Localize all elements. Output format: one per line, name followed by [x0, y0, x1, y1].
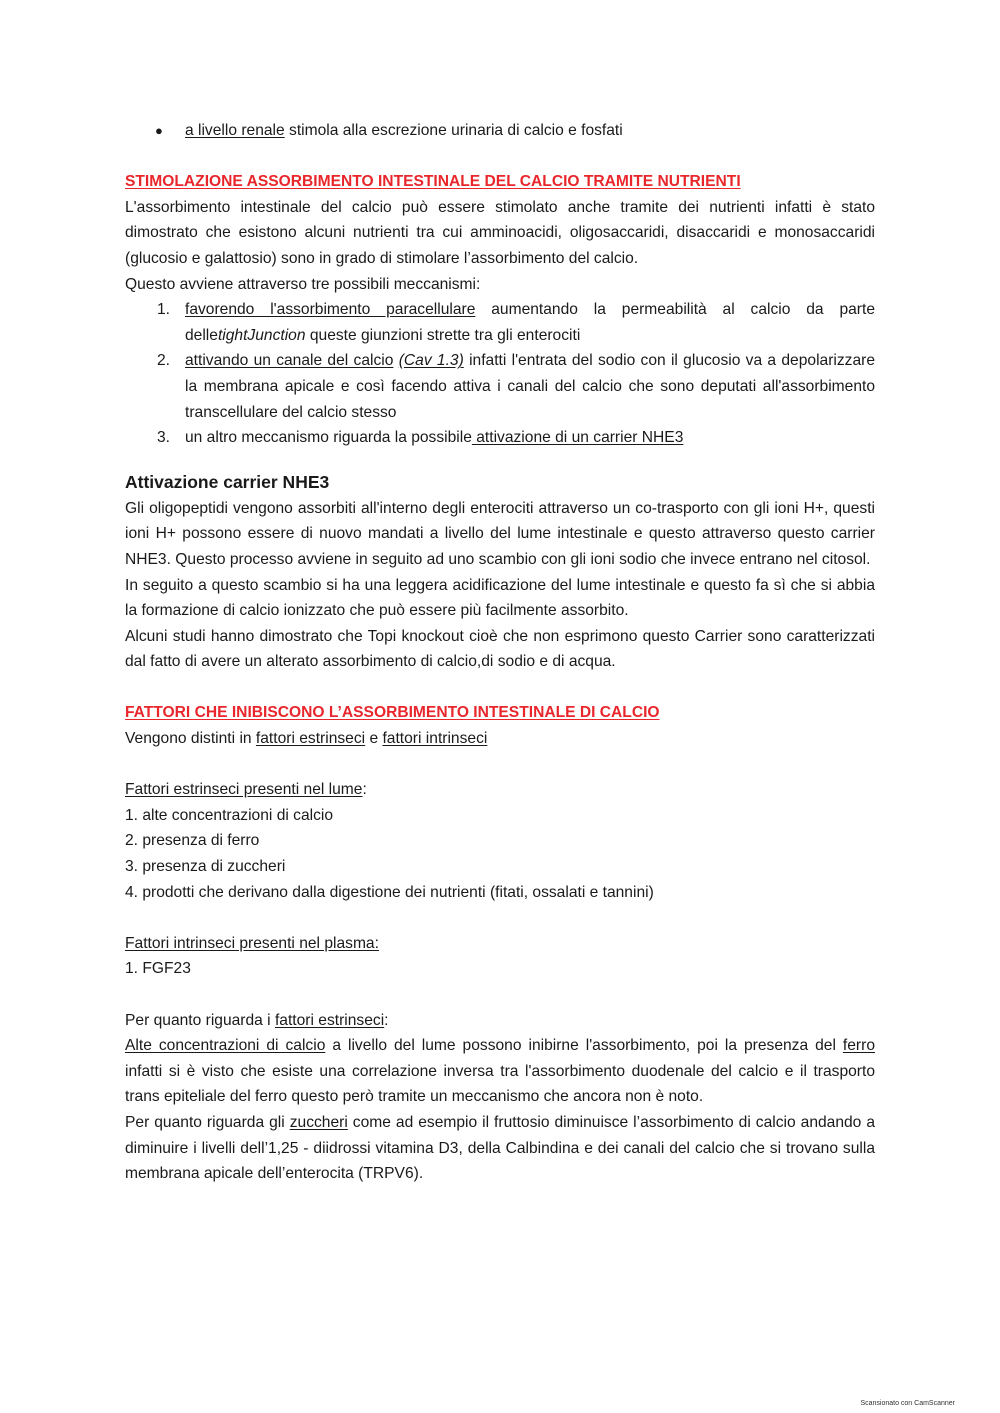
text: infatti si è visto che esiste una correlazione inversa tra l'assorbimento duodenale del calcio e il trasporto trans epiteliale del ferro questo però tramite un meccanismo che ancora non è noto. [125, 1062, 875, 1106]
paragraph: Gli oligopeptidi vengono assorbiti all'interno degli enterociti attraverso un co-trasporto con gli ioni H+, questi ioni H+ possono essere di nuovo mandati a livello del lume intestinale e questo attraverso questo carrier NHE3. Questo processo avviene in seguito ad uno scambio con gli ioni sodio che invece entrano nel citosol. [125, 499, 875, 568]
spacer [125, 144, 875, 170]
text: e [365, 730, 383, 748]
text: : [362, 781, 367, 799]
text: a livello del lume possono inibirne l'assorbimento, poi la presenza del [325, 1037, 843, 1055]
underlined-text: Fattori intrinseci presenti nel plasma: [125, 934, 379, 952]
paragraph: Alcuni studi hanno dimostrato che Topi knockout cioè che non esprimono questo Carrier sono caratterizzati dal fatto di avere un alterato assorbimento di calcio,di sodio e di acqua. [125, 627, 875, 671]
list-number-cell [125, 425, 185, 451]
list-number: 1. [157, 301, 171, 319]
text: Per quanto riguarda i [125, 1011, 275, 1029]
list-line: 1. alte concentrazioni di calcio [125, 806, 334, 824]
text: queste giunzioni strette tra gli enterociti [305, 326, 581, 344]
text: Per quanto riguarda gli [125, 1113, 290, 1131]
text: come ad esempio il fruttosio diminuisce l’assorbimento di calcio andando a diminuire i livelli dell’1,25 - diidrossi vitamina D3, della Calbindina e dei canali del calcio che si trovano sulla membrana apicale dell’enterocita (TRPV6). [125, 1113, 876, 1183]
list-line: 1. FGF23 [125, 960, 191, 978]
list-line: 3. presenza di zuccheri [125, 858, 286, 876]
list-number-cell [125, 297, 185, 348]
list-number: 2. [157, 352, 171, 370]
list-item [125, 297, 875, 348]
list-item-text [185, 348, 875, 425]
spacer [125, 982, 875, 1008]
subheading-estrinseci [125, 777, 875, 803]
list-item-text [185, 425, 875, 451]
bullet-dot-icon: ● [155, 123, 163, 138]
list-item-text [185, 297, 875, 348]
list-number-cell [125, 348, 185, 425]
underlined-text: fattori estrinseci [274, 1011, 385, 1029]
underlined-text: fattori intrinseci [382, 730, 488, 748]
underlined-text: favorendo l'assorbimento paracellulare [185, 301, 476, 319]
mechanisms-list [125, 297, 875, 451]
text: un altro meccanismo riguarda la possibile [185, 429, 472, 447]
spacer [125, 752, 875, 778]
paragraph [125, 1008, 875, 1034]
text: aumentando la permeabilità al calcio da parte delle [185, 301, 875, 344]
underlined-text: Fattori estrinseci presenti nel lume [125, 781, 363, 799]
underlined-text: attivando un canale del calcio [185, 352, 394, 370]
text: : [384, 1011, 389, 1029]
underlined-text: zuccheri [289, 1113, 348, 1131]
spacer [125, 675, 875, 701]
underlined-text: Alte concentrazioni di calcio [125, 1037, 326, 1055]
paragraph [125, 1033, 875, 1110]
list-line: 2. presenza di ferro [125, 832, 260, 850]
paragraph: L'assorbimento intestinale del calcio può essere stimolato anche tramite dei nutrienti infatti è stato dimostrato che esistono alcuni nutrienti tra cui amminoacidi, oligosaccaridi, disaccaridi e monosaccaridi (glucosio e galattosio) sono in grado di stimolare l’assorbimento del calcio. [125, 198, 875, 267]
list-line: 4. prodotti che derivano dalla digestione dei nutrienti (fitati, ossalati e tannini) [125, 883, 654, 901]
text: stimola alla escrezione urinaria di calcio e fosfati [284, 122, 623, 139]
list-number: 3. [157, 429, 171, 447]
underlined-italic-text: (Cav 1.3) [398, 352, 464, 370]
scanner-watermark: Scansionato con CamScanner [860, 1400, 955, 1407]
list-item [125, 348, 875, 425]
section-heading-nhe3: Attivazione carrier NHE3 [125, 471, 330, 492]
underlined-text: a livello renale [185, 122, 285, 139]
paragraph [125, 1110, 875, 1187]
paragraph: Questo avviene attraverso tre possibili meccanismi: [125, 275, 481, 293]
underlined-text: fattori estrinseci [255, 730, 366, 748]
document-page [125, 118, 875, 1187]
list-item [125, 425, 875, 451]
bullet-item [155, 118, 875, 144]
underlined-text: ferro [842, 1037, 875, 1055]
section-heading-stimolazione: STIMOLAZIONE ASSORBIMENTO INTESTINALE DEL CALCIO TRAMITE NUTRIENTI [125, 173, 741, 191]
paragraph: In seguito a questo scambio si ha una leggera acidificazione del lume intestinale e questo fa sì che si abbia la formazione di calcio ionizzato che può essere più facilmente assorbito. [125, 576, 875, 620]
bullet-text [185, 118, 623, 144]
italic-text: tightJunction [217, 326, 306, 344]
text: infatti l'entrata del sodio con il glucosio va a depolarizzare la membrana apicale e così facendo attiva i canali del calcio che sono deputati all'assorbimento transcellulare del calcio stesso [185, 352, 875, 421]
spacer [125, 905, 875, 931]
paragraph [125, 726, 875, 752]
section-heading-fattori: FATTORI CHE INIBISCONO L’ASSORBIMENTO INTESTINALE DI CALCIO [125, 704, 660, 722]
spacer [125, 451, 875, 469]
text: Vengono distinti in [125, 730, 256, 748]
subheading-intrinseci [125, 931, 875, 957]
underlined-text: attivazione di un carrier NHE3 [471, 429, 684, 447]
